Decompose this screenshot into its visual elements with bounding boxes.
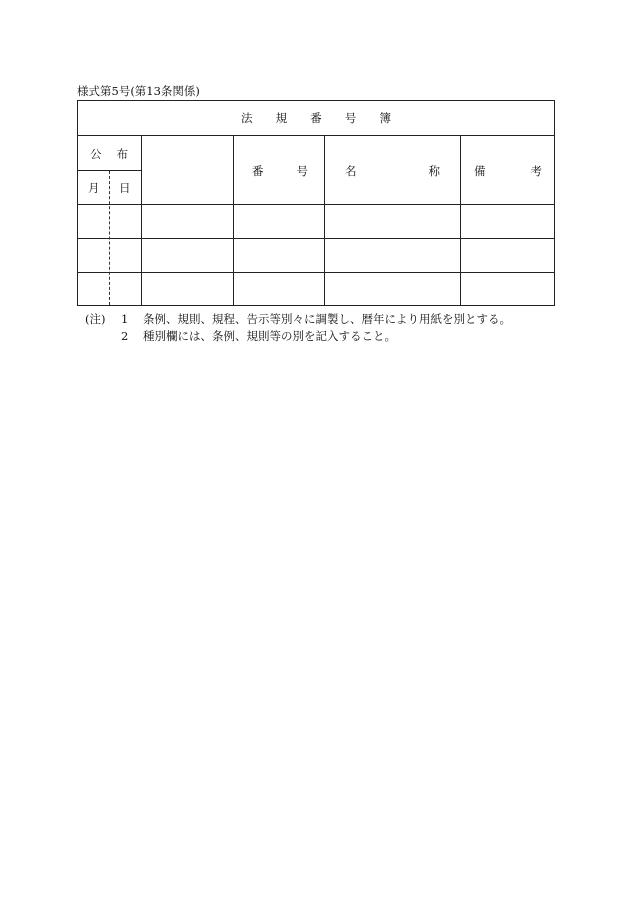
law-register-table xyxy=(77,100,555,306)
name-header xyxy=(345,164,440,178)
note-text: 条例、規則、規程、告示等別々に調製し、暦年により用紙を別とする。 xyxy=(143,312,511,326)
header-char: 称 xyxy=(428,164,440,178)
note-item xyxy=(85,311,511,328)
month-day-separator xyxy=(109,171,110,305)
form-label: 様式第5号(第13条関係) xyxy=(77,84,200,98)
column-divider xyxy=(324,136,325,305)
note-prefix-spacer xyxy=(85,328,121,345)
header-char: 名 xyxy=(345,164,357,178)
column-divider xyxy=(141,136,142,305)
remarks-header xyxy=(474,164,542,178)
header-bottom-rule xyxy=(78,204,554,205)
title-char: 番 xyxy=(310,111,322,125)
column-divider xyxy=(233,136,234,305)
title-char: 簿 xyxy=(379,111,391,125)
note-number: 1 xyxy=(121,312,129,326)
number-header xyxy=(252,164,308,178)
header-char: 考 xyxy=(530,164,542,178)
title-divider xyxy=(78,135,554,136)
note-text: 種別欄には、条例、規則等の別を記入すること。 xyxy=(143,329,396,343)
header-char: 号 xyxy=(296,164,308,178)
title-char: 規 xyxy=(275,111,288,125)
header-char: 備 xyxy=(474,164,486,178)
header-char: 公 xyxy=(90,147,102,161)
header-char: 布 xyxy=(116,147,128,161)
title-char: 法 xyxy=(241,111,253,125)
note-prefix: (注) xyxy=(85,312,106,326)
notes xyxy=(85,311,511,345)
day-label: 日 xyxy=(119,181,131,195)
column-divider xyxy=(460,136,461,305)
month-label: 月 xyxy=(88,181,100,195)
table-title xyxy=(241,111,391,125)
promulgation-header xyxy=(90,147,128,161)
row-divider xyxy=(78,272,554,273)
title-char: 号 xyxy=(344,111,357,125)
row-divider xyxy=(78,238,554,239)
header-char: 番 xyxy=(252,164,264,178)
note-item xyxy=(85,328,511,345)
note-number: 2 xyxy=(121,329,129,343)
